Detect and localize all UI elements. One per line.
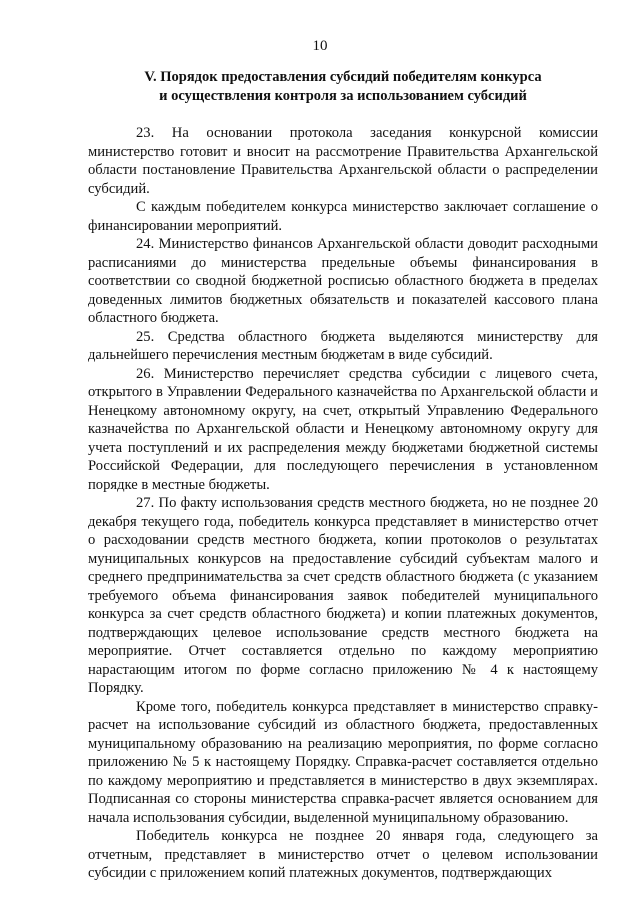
section-title (88, 68, 598, 106)
paragraph-calculation: Кроме того, победитель конкурса представляет в министерство справку-расчет на использование субсидий из областного бюджета, предоставленных муниципальному образованию на реализацию мероприятия, по форме согласно приложению № 5 к настоящему Порядку. Справка-расчет составляется отдельно по каждому мероприятию и представляется в министерство в двух экземплярах. Подписанная со стороны министерства справка-расчет является основанием для начала использования субсидии, выделенной муниципальному образованию. (88, 698, 598, 826)
body-text (88, 124, 598, 883)
paragraph-26: 26. Министерство перечисляет средства субсидии с лицевого счета, открытого в Управлении Федерального казначейства по Архангельской области и Ненецкому автономному округу, на счет, открытый Управлению Федерального казначейства по Архангельской области и Ненецкому автономному округу для учета поступлений и их распределения между бюджетами бюджетной системы Российской Федерации, для последующего перечисления в установленном порядке в местные бюджеты. (88, 365, 598, 493)
paragraph-27: 27. По факту использования средств местного бюджета, но не позднее 20 декабря текущего года, победитель конкурса представляет в министерство отчет о расходовании средств местного бюджета, копии протоколов о результатах муниципальных конкурсов на предоставление субсидий субъектам малого и среднего предпринимательства за счет средств областного бюджета (с указанием требуемого объема финансирования заявок победителей муниципального конкурса за счет средств областного бюджета) и копии платежных документов, подтверждающих целевое использование средств местного бюджета на мероприятие. Отчет составляется отдельно по каждому мероприятию нарастающим итогом по форме согласно приложению № 4 к настоящему Порядку. (88, 495, 598, 696)
paragraph-25: 25. Средства областного бюджета выделяются министерству для дальнейшего перечисления местным бюджетам в виде субсидий. (88, 328, 598, 363)
paragraph-agreement: С каждым победителем конкурса министерство заключает соглашение о финансировании мероприятий. (88, 199, 598, 234)
page-number: 10 (312, 38, 328, 54)
paragraph-23: 23. На основании протокола заседания конкурсной комиссии министерство готовит и вносит на рассмотрение Правительства Архангельской области постановление Правительства Архангельской области о распределении субсидий. (88, 125, 598, 197)
section-title-line-1: V. Порядок предоставления субсидий победителям конкурса (144, 69, 542, 85)
paragraph-24: 24. Министерство финансов Архангельской области доводит расходными расписаниями до министерства предельные объемы финансирования в соответствии со сводной бюджетной росписью областного бюджета в пределах доведенных лимитов бюджетных обязательств и показателей кассового плана областного бюджета. (88, 236, 598, 326)
paragraph-annual-report: Победитель конкурса не позднее 20 января года, следующего за отчетным, представляет в министерство отчет о целевом использовании субсидии с приложением копий платежных документов, подтверждающих (88, 828, 598, 881)
section-title-line-2: и осуществления контроля за использованием субсидий (159, 88, 527, 104)
